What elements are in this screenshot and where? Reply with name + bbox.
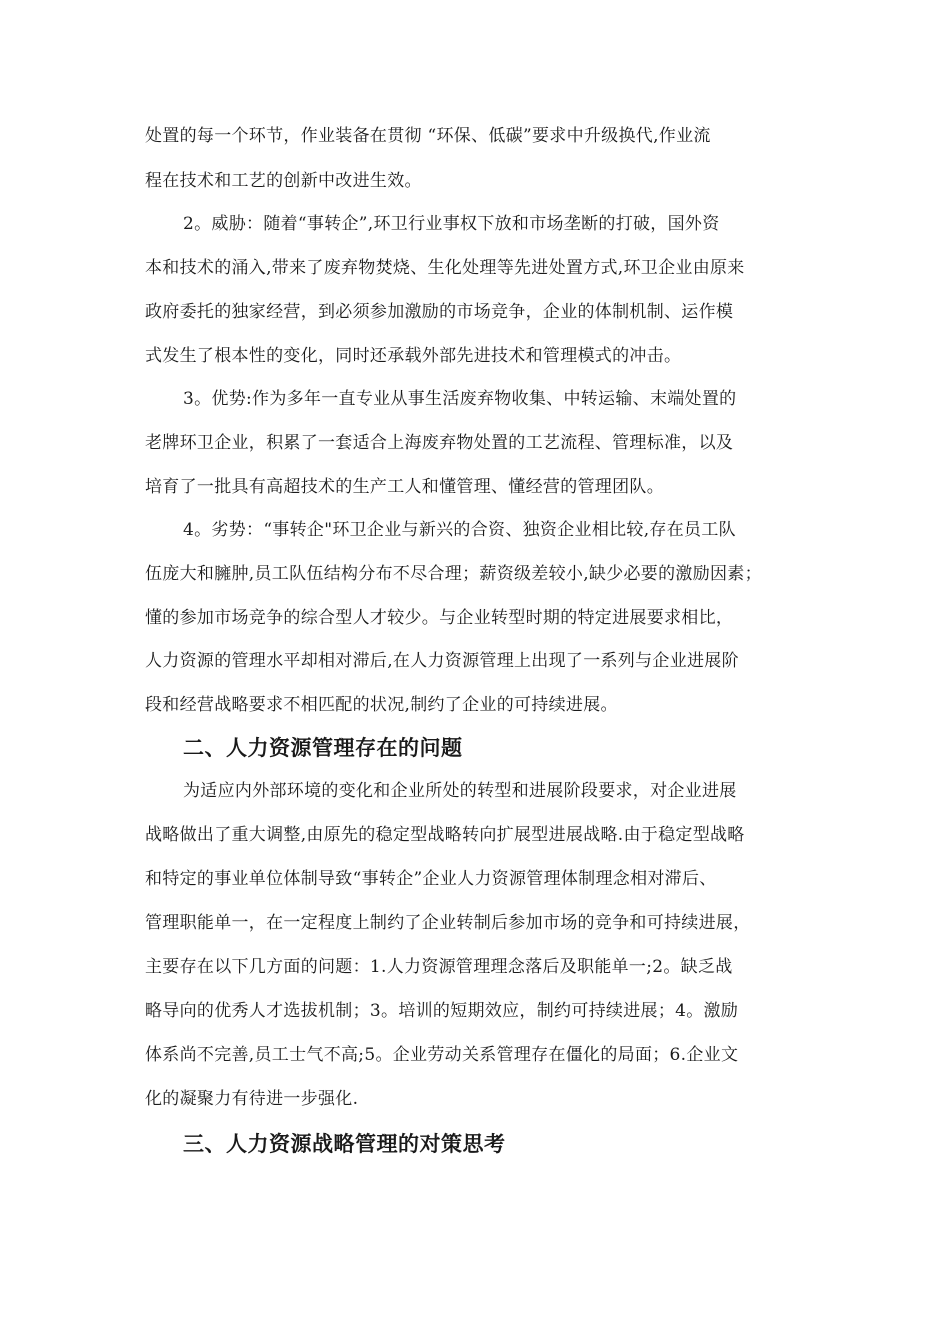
- paragraph-line-threat: 2。威胁：随着“事转企”,环卫行业事权下放和市场垄断的打破，国外资: [183, 214, 720, 234]
- paragraph-line: 式发生了根本性的变化，同时还承载外部先进技术和管理模式的冲击。: [145, 346, 682, 366]
- paragraph-line-strength: 3。优势:作为多年一直专业从事生活废弃物收集、中转运输、末端处置的: [183, 389, 737, 409]
- paragraph-line: 程在技术和工艺的创新中改进生效。: [145, 171, 422, 191]
- paragraph-line: 懂的参加市场竞争的综合型人才较少。与企业转型时期的特定进展要求相比，: [145, 608, 734, 628]
- paragraph-line: 体系尚不完善,员工士气不高;5。企业劳动关系管理存在僵化的局面；6.企业文: [145, 1045, 739, 1065]
- paragraph-line: 伍庞大和臃肿,员工队伍结构分布不尽合理；薪资级差较小,缺少必要的激励因素；: [145, 564, 762, 584]
- paragraph-line: 和特定的事业单位体制导致“事转企”企业人力资源管理体制理念相对滞后、: [145, 869, 717, 889]
- paragraph-line: 处置的每一个环节，作业装备在贯彻 “环保、低碳”要求中升级换代,作业流: [145, 126, 711, 146]
- paragraph-line: 略导向的优秀人才选拔机制；3。培训的短期效应，制约可持续进展；4。激励: [145, 1001, 739, 1021]
- section-heading-3: 三、人力资源战略管理的对策思考: [183, 1132, 506, 1156]
- paragraph-line: 化的凝聚力有待进一步强化.: [145, 1089, 359, 1109]
- paragraph-line: 培育了一批具有高超技术的生产工人和懂管理、懂经营的管理团队。: [145, 477, 664, 497]
- paragraph-line: 主要存在以下几方面的问题：1.人力资源管理理念落后及职能单一;2。缺乏战: [145, 957, 733, 977]
- paragraph-line: 老牌环卫企业，积累了一套适合上海废弃物处置的工艺流程、管理标准，以及: [145, 433, 734, 453]
- paragraph-line: 本和技术的涌入,带来了废弃物焚烧、生化处理等先进处置方式,环卫企业由原来: [145, 258, 745, 278]
- paragraph-line: 战略做出了重大调整,由原先的稳定型战略转向扩展型进展战略.由于稳定型战略: [145, 825, 745, 845]
- paragraph-line: 段和经营战略要求不相匹配的状况,制约了企业的可持续进展。: [145, 695, 618, 715]
- section-heading-2: 二、人力资源管理存在的问题: [183, 736, 463, 760]
- paragraph-line-weakness: 4。劣势：“事转企"环卫企业与新兴的合资、独资企业相比较,存在员工队: [183, 520, 736, 540]
- paragraph-line: 为适应内外部环境的变化和企业所处的转型和进展阶段要求，对企业进展: [183, 781, 737, 801]
- paragraph-line: 人力资源的管理水平却相对滞后,在人力资源管理上出现了一系列与企业进展阶: [145, 651, 739, 671]
- paragraph-line: 管理职能单一，在一定程度上制约了企业转制后参加市场的竞争和可持续进展，: [145, 913, 751, 933]
- paragraph-line: 政府委托的独家经营，到必须参加激励的市场竞争，企业的体制机制、运作模: [145, 302, 734, 322]
